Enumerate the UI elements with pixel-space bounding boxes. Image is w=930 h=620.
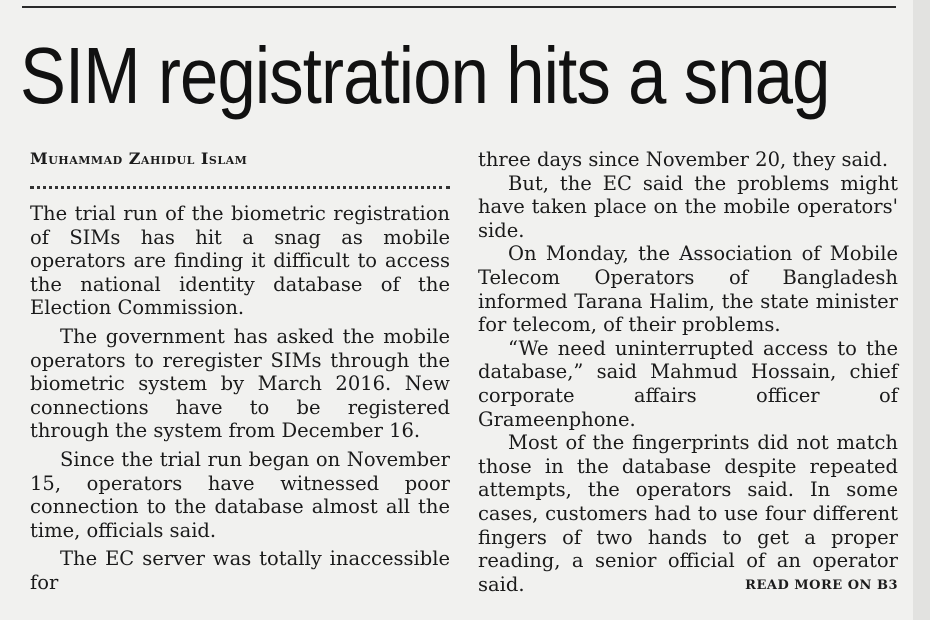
- byline-dotted-rule: [30, 186, 450, 189]
- paragraph: “We need uninterrupted access to the database,” said Mahmud Hossain, chief corporate affairs officer of Grameenphone.: [478, 336, 898, 431]
- column-left: [30, 202, 450, 595]
- headline: SIM registration hits a snag: [20, 31, 830, 120]
- column-right: [478, 148, 898, 596]
- paragraph: Most of the fingerprints did not match those in the database despite repeated attempts, the operators said. In some cases, customers had to use four different fingers of two hands to get a proper reading, a senior official of an operator said.: [478, 431, 898, 596]
- paragraph: But, the EC said the problems might have taken place on the mobile operators' side.: [478, 171, 898, 242]
- paragraph: The EC server was totally inaccessible for: [30, 547, 450, 594]
- paragraph: three days since November 20, they said.: [478, 148, 889, 171]
- paragraph: On Monday, the Association of Mobile Telecom Operators of Bangladesh informed Tarana Halim, the state minister for telecom, of their problems.: [478, 242, 898, 337]
- page-edge: [913, 0, 930, 620]
- paragraph: The government has asked the mobile operators to reregister SIMs through the biometric system by March 2016. New connections have to be registered through the system from December 16.: [30, 324, 450, 443]
- read-more-link[interactable]: READ MORE ON B3: [745, 578, 898, 593]
- byline: Muhammad Zahidul Islam: [30, 149, 248, 168]
- paragraph: Since the trial run began on November 15, operators have witnessed poor connection to the database almost all the time, officials said.: [30, 447, 450, 542]
- paragraph: The trial run of the biometric registration of SIMs has hit a snag as mobile operators are finding it difficult to access the national identity database of the Election Commission.: [30, 202, 450, 320]
- top-rule: [22, 6, 896, 8]
